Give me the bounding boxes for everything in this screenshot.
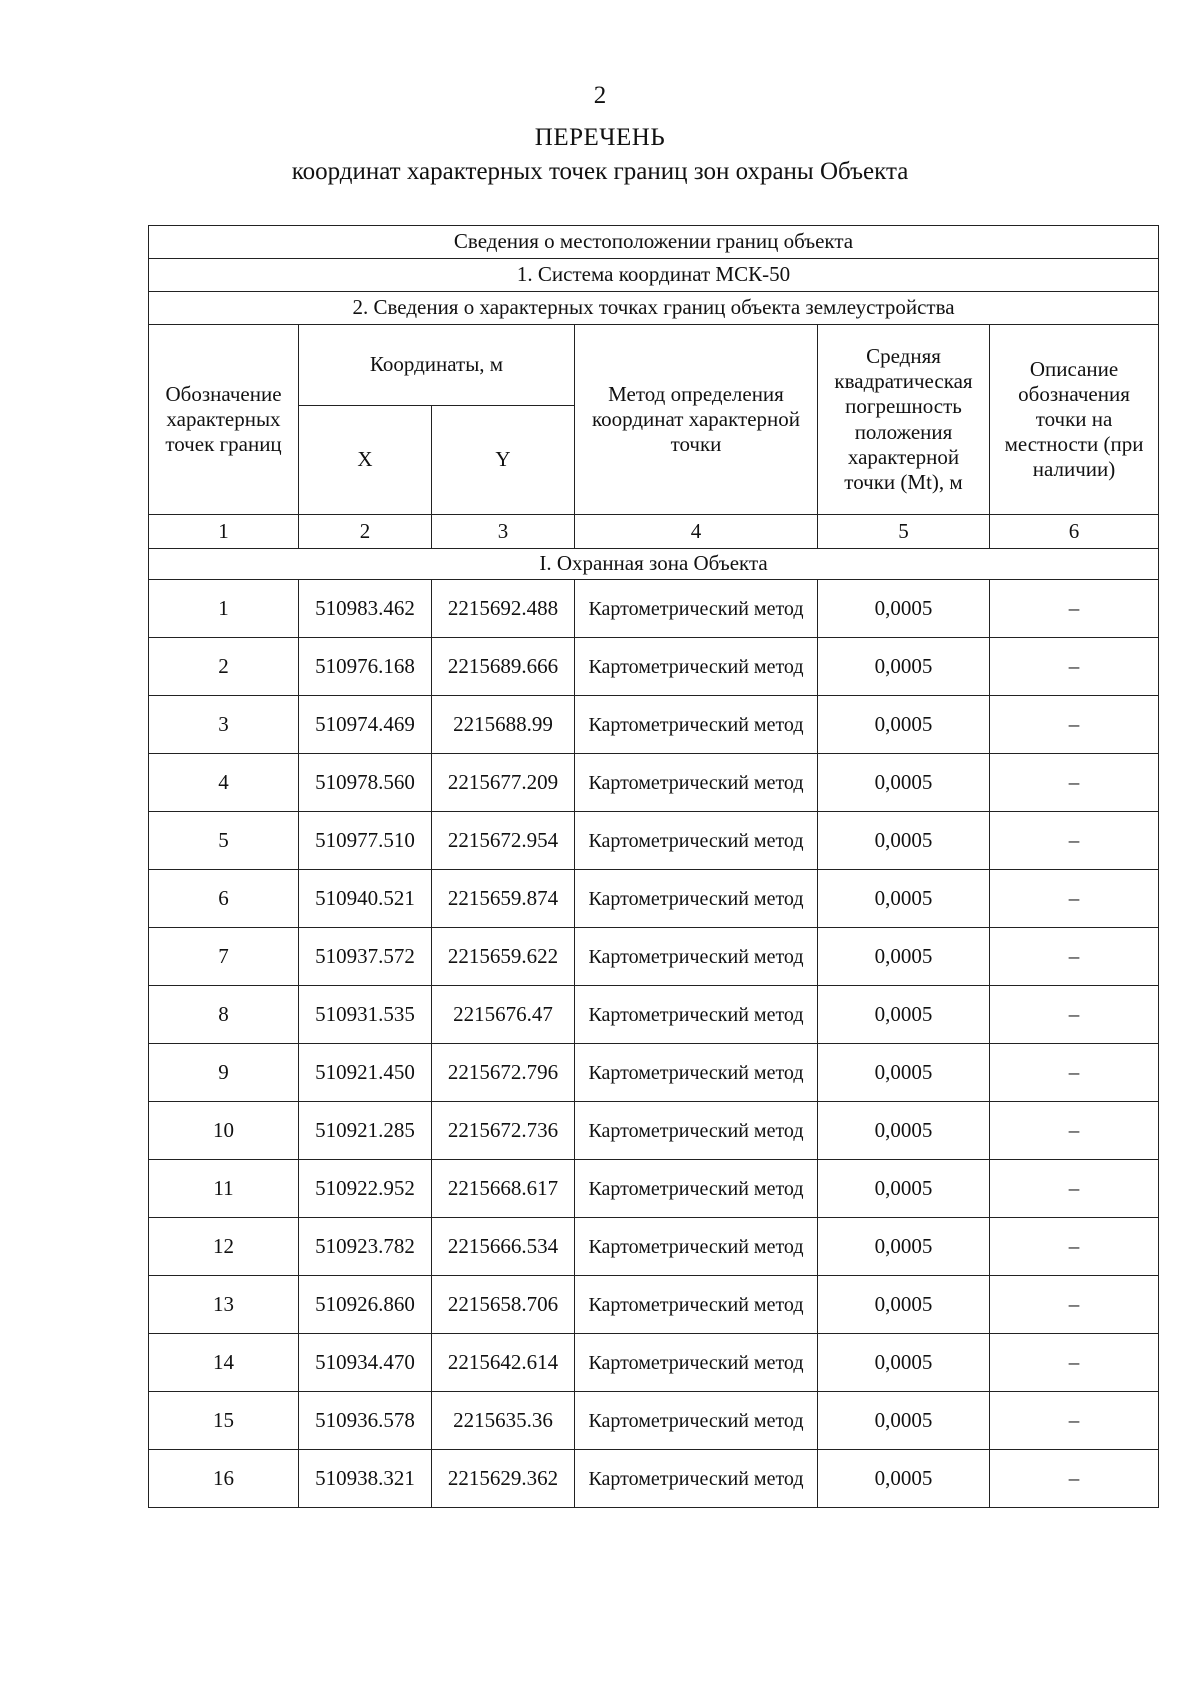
error-cell: 0,0005	[818, 928, 990, 986]
method-cell: Картометрический метод	[575, 1102, 818, 1160]
table-row	[149, 1450, 1159, 1508]
x-coordinate-cell: 510937.572	[299, 928, 432, 986]
point-number-cell: 12	[149, 1218, 299, 1276]
point-number-cell: 5	[149, 812, 299, 870]
method-cell: Картометрический метод	[575, 1392, 818, 1450]
method-cell: Картометрический метод	[575, 1044, 818, 1102]
x-coordinate-cell: 510934.470	[299, 1334, 432, 1392]
x-coordinate-cell: 510974.469	[299, 696, 432, 754]
column-number: 2	[299, 515, 432, 549]
error-cell: 0,0005	[818, 1102, 990, 1160]
table-row	[149, 754, 1159, 812]
error-cell: 0,0005	[818, 754, 990, 812]
description-cell: –	[990, 1392, 1159, 1450]
table-row	[149, 1160, 1159, 1218]
method-cell: Картометрический метод	[575, 986, 818, 1044]
table-row	[149, 1044, 1159, 1102]
table-row	[149, 580, 1159, 638]
column-header-designation: Обозначение характерных точек границ	[149, 325, 299, 515]
x-coordinate-cell: 510926.860	[299, 1276, 432, 1334]
error-cell: 0,0005	[818, 1334, 990, 1392]
error-cell: 0,0005	[818, 870, 990, 928]
table-row	[149, 812, 1159, 870]
description-cell: –	[990, 812, 1159, 870]
description-cell: –	[990, 928, 1159, 986]
table-row	[149, 870, 1159, 928]
column-header-coordinates: Координаты, м	[299, 325, 575, 406]
x-coordinate-cell: 510921.285	[299, 1102, 432, 1160]
point-number-cell: 13	[149, 1276, 299, 1334]
error-cell: 0,0005	[818, 1276, 990, 1334]
column-number: 5	[818, 515, 990, 549]
description-cell: –	[990, 870, 1159, 928]
column-header-error: Средняя квадратическая погрешность положения характерной точки (Mt), м	[818, 325, 990, 515]
error-cell: 0,0005	[818, 580, 990, 638]
point-number-cell: 14	[149, 1334, 299, 1392]
description-cell: –	[990, 1334, 1159, 1392]
description-cell: –	[990, 986, 1159, 1044]
point-number-cell: 8	[149, 986, 299, 1044]
page-number: 2	[593, 82, 607, 109]
column-number: 6	[990, 515, 1159, 549]
table-row	[149, 638, 1159, 696]
table-row	[149, 928, 1159, 986]
x-coordinate-cell: 510921.450	[299, 1044, 432, 1102]
x-coordinate-cell: 510923.782	[299, 1218, 432, 1276]
x-coordinate-cell: 510983.462	[299, 580, 432, 638]
x-coordinate-cell: 510940.521	[299, 870, 432, 928]
y-coordinate-cell: 2215629.362	[432, 1450, 575, 1508]
description-cell: –	[990, 696, 1159, 754]
description-cell: –	[990, 1218, 1159, 1276]
method-cell: Картометрический метод	[575, 1218, 818, 1276]
description-cell: –	[990, 754, 1159, 812]
y-coordinate-cell: 2215658.706	[432, 1276, 575, 1334]
point-number-cell: 1	[149, 580, 299, 638]
error-cell: 0,0005	[818, 1392, 990, 1450]
y-coordinate-cell: 2215659.622	[432, 928, 575, 986]
y-coordinate-cell: 2215677.209	[432, 754, 575, 812]
error-cell: 0,0005	[818, 812, 990, 870]
table-row	[149, 1276, 1159, 1334]
point-number-cell: 16	[149, 1450, 299, 1508]
method-cell: Картометрический метод	[575, 754, 818, 812]
y-coordinate-cell: 2215672.954	[432, 812, 575, 870]
x-coordinate-cell: 510931.535	[299, 986, 432, 1044]
point-number-cell: 9	[149, 1044, 299, 1102]
table-row	[149, 1102, 1159, 1160]
method-cell: Картометрический метод	[575, 812, 818, 870]
description-cell: –	[990, 1276, 1159, 1334]
column-header-method: Метод определения координат характерной точки	[575, 325, 818, 515]
table-row	[149, 1392, 1159, 1450]
point-number-cell: 4	[149, 754, 299, 812]
method-cell: Картометрический метод	[575, 928, 818, 986]
point-number-cell: 10	[149, 1102, 299, 1160]
error-cell: 0,0005	[818, 638, 990, 696]
point-number-cell: 2	[149, 638, 299, 696]
x-coordinate-cell: 510936.578	[299, 1392, 432, 1450]
y-coordinate-cell: 2215672.736	[432, 1102, 575, 1160]
y-coordinate-cell: 2215689.666	[432, 638, 575, 696]
section-title: I. Охранная зона Объекта	[149, 549, 1159, 580]
x-coordinate-cell: 510976.168	[299, 638, 432, 696]
method-cell: Картометрический метод	[575, 696, 818, 754]
error-cell: 0,0005	[818, 1160, 990, 1218]
header-coordinate-system: 1. Система координат МСК-50	[149, 259, 1159, 292]
error-cell: 0,0005	[818, 696, 990, 754]
y-coordinate-cell: 2215672.796	[432, 1044, 575, 1102]
column-number: 4	[575, 515, 818, 549]
x-coordinate-cell: 510938.321	[299, 1450, 432, 1508]
y-coordinate-cell: 2215688.99	[432, 696, 575, 754]
method-cell: Картометрический метод	[575, 1160, 818, 1218]
y-coordinate-cell: 2215642.614	[432, 1334, 575, 1392]
x-coordinate-cell: 510922.952	[299, 1160, 432, 1218]
header-location: Сведения о местоположении границ объекта	[149, 226, 1159, 259]
method-cell: Картометрический метод	[575, 1334, 818, 1392]
description-cell: –	[990, 638, 1159, 696]
error-cell: 0,0005	[818, 986, 990, 1044]
description-cell: –	[990, 1102, 1159, 1160]
column-number: 3	[432, 515, 575, 549]
point-number-cell: 15	[149, 1392, 299, 1450]
point-number-cell: 6	[149, 870, 299, 928]
column-header-description: Описание обозначения точки на местности (при наличии)	[990, 325, 1159, 515]
x-coordinate-cell: 510977.510	[299, 812, 432, 870]
description-cell: –	[990, 1450, 1159, 1508]
method-cell: Картометрический метод	[575, 638, 818, 696]
point-number-cell: 11	[149, 1160, 299, 1218]
description-cell: –	[990, 1044, 1159, 1102]
x-coordinate-cell: 510978.560	[299, 754, 432, 812]
error-cell: 0,0005	[818, 1044, 990, 1102]
header-points-info: 2. Сведения о характерных точках границ объекта землеустройства	[149, 292, 1159, 325]
table-row	[149, 1218, 1159, 1276]
description-cell: –	[990, 1160, 1159, 1218]
point-number-cell: 7	[149, 928, 299, 986]
y-coordinate-cell: 2215692.488	[432, 580, 575, 638]
column-number: 1	[149, 515, 299, 549]
coordinates-table	[148, 225, 1159, 1508]
y-coordinate-cell: 2215668.617	[432, 1160, 575, 1218]
y-coordinate-cell: 2215666.534	[432, 1218, 575, 1276]
method-cell: Картометрический метод	[575, 580, 818, 638]
document-title: ПЕРЕЧЕНЬ	[534, 124, 666, 151]
method-cell: Картометрический метод	[575, 1450, 818, 1508]
y-coordinate-cell: 2215659.874	[432, 870, 575, 928]
column-header-x: X	[299, 406, 432, 515]
method-cell: Картометрический метод	[575, 870, 818, 928]
y-coordinate-cell: 2215676.47	[432, 986, 575, 1044]
table-row	[149, 1334, 1159, 1392]
description-cell: –	[990, 580, 1159, 638]
method-cell: Картометрический метод	[575, 1276, 818, 1334]
document-subtitle: координат характерных точек границ зон охраны Объекта	[291, 158, 909, 185]
column-header-y: Y	[432, 406, 575, 515]
error-cell: 0,0005	[818, 1450, 990, 1508]
point-number-cell: 3	[149, 696, 299, 754]
table-row	[149, 986, 1159, 1044]
y-coordinate-cell: 2215635.36	[432, 1392, 575, 1450]
error-cell: 0,0005	[818, 1218, 990, 1276]
table-row	[149, 696, 1159, 754]
